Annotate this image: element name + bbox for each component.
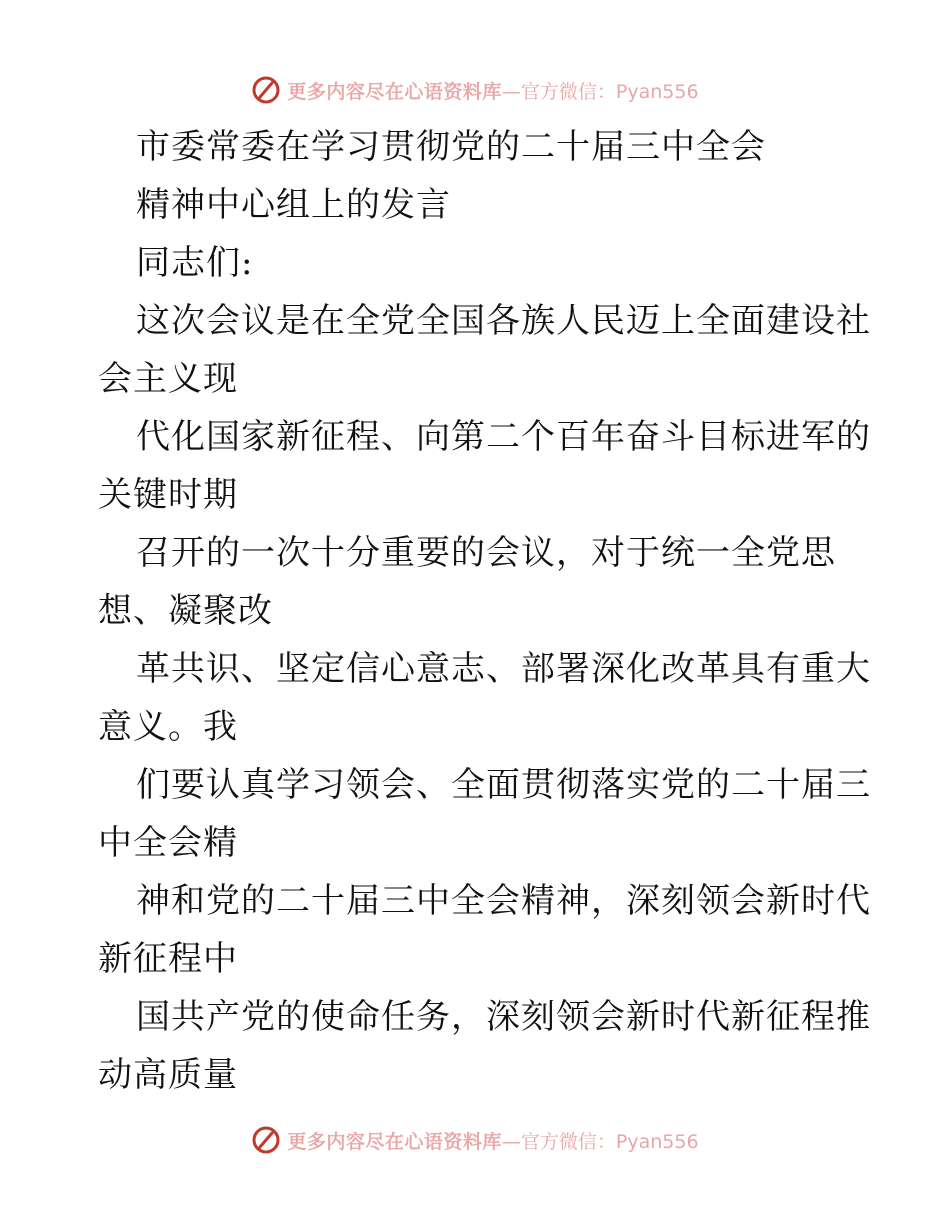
paragraph-line: 革共识、坚定信心意志、部署深化改革具有重大 — [136, 649, 871, 689]
paragraph-line: 动高质量 — [98, 1055, 238, 1095]
paragraph-line: 神和党的二十届三中全会精神，深刻领会新时代 — [136, 881, 871, 921]
pen-logo-icon — [251, 1125, 281, 1155]
paragraph-line: 国共产党的使命任务，深刻领会新时代新征程推 — [136, 997, 871, 1037]
paragraph-line: 新征程中 — [98, 939, 238, 979]
salutation: 同志们: — [136, 243, 254, 283]
title-line-2: 精神中心组上的发言 — [136, 185, 451, 225]
paragraph-line: 意义。我 — [98, 707, 238, 747]
paragraph-line: 会主义现 — [98, 359, 238, 399]
footer-banner-text: 更多内容尽在心语资料库 — [287, 1130, 502, 1153]
pen-logo-icon — [251, 75, 281, 105]
header-banner-text: 更多内容尽在心语资料库 — [287, 80, 502, 103]
paragraph-line: 关键时期 — [98, 475, 238, 515]
paragraph-line: 代化国家新征程、向第二个百年奋斗目标进军的 — [136, 417, 871, 457]
paragraph-line: 召开的一次十分重要的会议，对于统一全党思 — [136, 533, 836, 573]
footer-wechat-text: —官方微信：Pyan556 — [501, 1130, 699, 1153]
paragraph-line: 中全会精 — [98, 823, 238, 863]
title-line-1: 市委常委在学习贯彻党的二十届三中全会 — [136, 127, 766, 167]
paragraph-line: 们要认真学习领会、全面贯彻落实党的二十届三 — [136, 765, 871, 805]
footer-banner — [0, 1120, 950, 1160]
header-banner — [0, 70, 950, 110]
header-wechat-text: —官方微信：Pyan556 — [501, 80, 699, 103]
document-body — [98, 118, 871, 1104]
paragraph-line: 这次会议是在全党全国各族人民迈上全面建设社 — [136, 301, 871, 341]
paragraph-line: 想、凝聚改 — [98, 591, 273, 631]
